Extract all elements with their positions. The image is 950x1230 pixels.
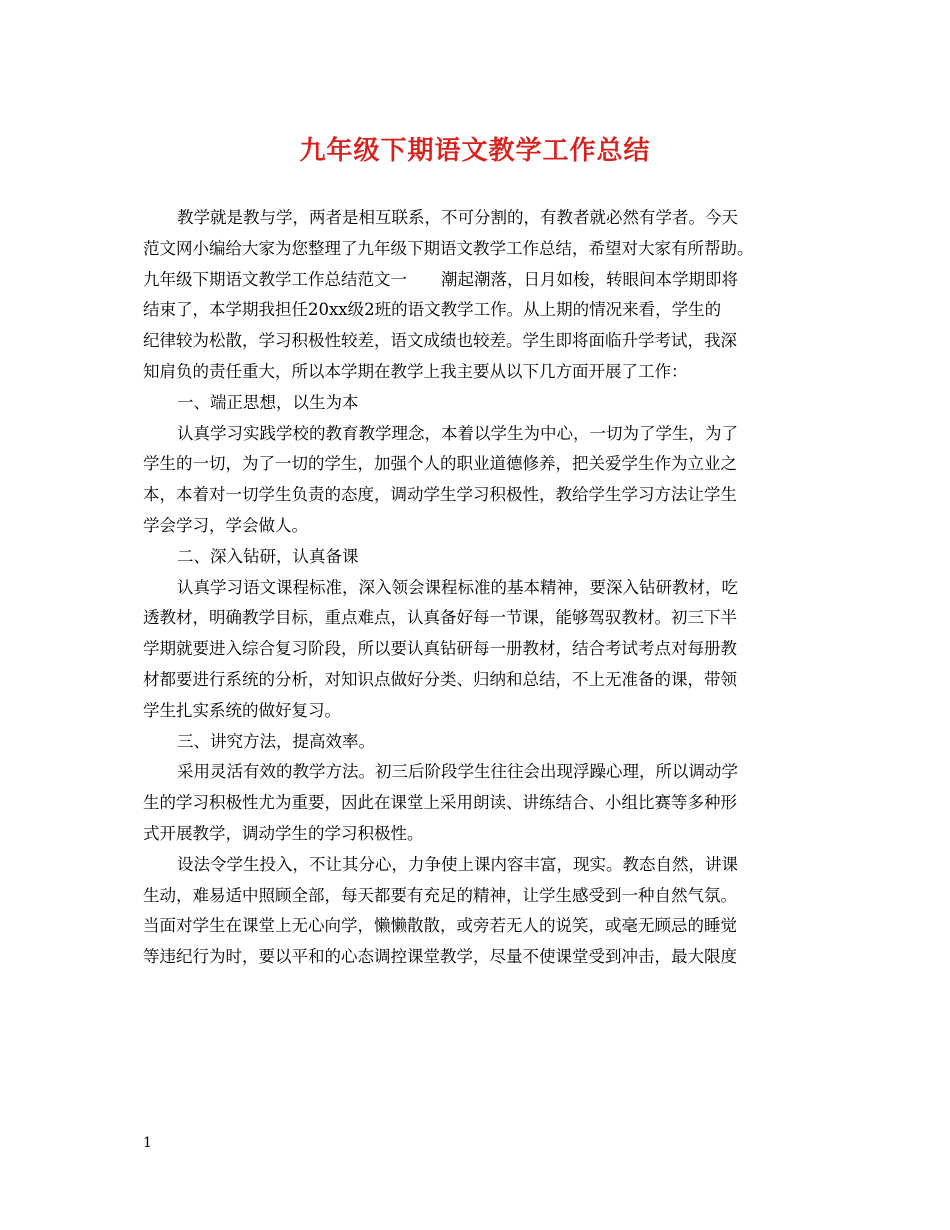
text-line: 学期就要进入综合复习阶段，所以要认真钻研每一册教材，结合考试考点对每册教: [143, 639, 737, 659]
text-line: 设法令学生投入，不让其分心，力争使上课内容丰富，现实。教态自然，讲课: [177, 854, 738, 874]
text-line: 当面对学生在课堂上无心向学，懒懒散散，或旁若无人的说笑，或毫无顾忌的睡觉: [143, 916, 737, 936]
text-line: 学生的一切，为了一切的学生，加强个人的职业道德修养，把关爱学生作为立业之: [143, 454, 737, 474]
text-line: 采用灵活有效的教学方法。初三后阶段学生往往会出现浮躁心理，所以调动学: [177, 762, 738, 782]
text-line: 结束了，本学期我担任20xx级2班的语文教学工作。从上期的情况来看，学生的: [143, 300, 722, 320]
section-heading: 三、讲究方法，提高效率。: [177, 731, 375, 751]
text-line: 认真学习实践学校的教育教学理念，本着以学生为中心，一切为了学生，为了: [177, 423, 738, 443]
page-number: 1: [143, 1135, 152, 1151]
document-body: [143, 203, 818, 973]
section-heading-inline: 九年级下期语文教学工作总结范文一: [143, 269, 407, 289]
text-line: 认真学习语文课程标准，深入领会课程标准的基本精神，要深入钻研教材，吃: [177, 577, 738, 597]
text-line: 知肩负的责任重大，所以本学期在教学上我主要从以下几方面开展了工作：: [143, 361, 688, 381]
text-line: [143, 265, 818, 296]
text-line: 学生扎实系统的做好复习。: [143, 700, 341, 720]
text-line: 生的学习积极性尤为重要，因此在课堂上采用朗读、讲练结合、小组比赛等多种形: [143, 793, 737, 813]
text-line: 学会学习，学会做人。: [143, 515, 308, 535]
text-line: 等违纪行为时，要以平和的心态调控课堂教学，尽量不使课堂受到冲击，最大限度: [143, 947, 737, 967]
text-fragment: 潮起潮落，日月如梭，转眼间本学期即将: [441, 269, 738, 289]
text-line: 本，本着对一切学生负责的态度，调动学生学习积极性，教给学生学习方法让学生: [143, 485, 737, 505]
text-line: 材都要进行系统的分析，对知识点做好分类、归纳和总结，不上无准备的课，带领: [143, 669, 737, 689]
text-line: 生动，难易适中照顾全部，每天都要有充足的精神，让学生感受到一种自然气氛。: [143, 885, 737, 905]
section-heading: 一、端正思想，以生为本: [177, 392, 359, 412]
text-line: 式开展教学，调动学生的学习积极性。: [143, 823, 424, 843]
document-title: 九年级下期语文教学工作总结: [299, 136, 651, 166]
text-line: 范文网小编给大家为您整理了九年级下期语文教学工作总结，希望对大家有所帮助。: [143, 238, 754, 258]
text-line: 教学就是教与学，两者是相互联系，不可分割的，有教者就必然有学者。今天: [177, 208, 738, 227]
section-heading: 二、深入钻研，认真备课: [177, 546, 359, 566]
text-line: 透教材，明确教学目标，重点难点，认真备好每一节课，能够驾驭教材。初三下半: [143, 608, 737, 628]
text-line: 纪律较为松散，学习积极性较差，语文成绩也较差。学生即将面临升学考试，我深: [143, 331, 737, 351]
